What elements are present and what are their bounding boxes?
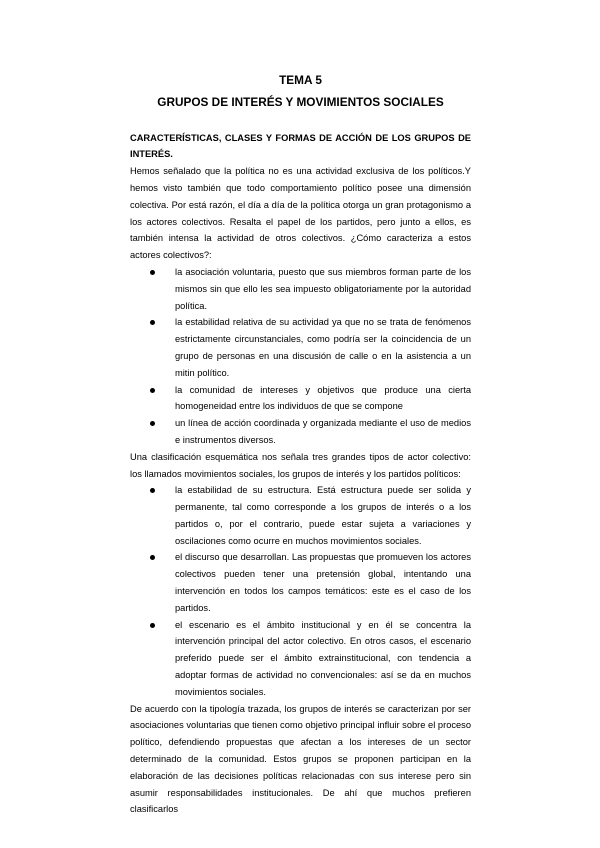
list-item: un línea de acción coordinada y organizada mediante el uso de medios e instrumentos diversos. <box>175 415 471 449</box>
interest-groups-paragraph: De acuerdo con la tipología trazada, los grupos de interés se caracterizan por ser asociaciones voluntarias que tienen como objetivo principal influir sobre el proceso político, defendiendo propuestas que afectan a los intereses de un sector determinado de la comunidad. Estos grupos se proponen participan en la elaboración de las decisiones políticas relacionadas con sus interese pero sin asumir responsabilidades institucionales. De ahí que muchos prefieren clasificarlos <box>130 703 471 815</box>
list-item: el escenario es el ámbito institucional y en él se concentra la intervención principal del actor colectivo. En otros casos, el escenario preferido puede ser el ámbito extrainstitucional, con tendencia a adoptar formas de actividad no convencionales: así se da en muchos movimientos sociales. <box>175 617 471 701</box>
list-item: la estabilidad de su estructura. Está estructura puede ser solida y permanente, tal como corresponde a los grupos de interés o a los partidos o, por el contrario, puede estar sujeta a variaciones y oscilaciones como ocurre en muchos movimientos sociales. <box>175 482 471 549</box>
document-body <box>130 72 471 819</box>
document-title: TEMA 5 <box>279 72 322 87</box>
classification-paragraph: Una clasificación esquemática nos señala tres grandes tipos de actor colectivo: los llamados movimientos sociales, los grupos de interés y los partidos políticos: <box>130 451 471 479</box>
section-heading: CARACTERÍSTICAS, CLASES Y FORMAS DE ACCIÓN DE LOS GRUPOS DE INTERÉS. <box>130 132 471 160</box>
document-subtitle: GRUPOS DE INTERÉS Y MOVIMIENTOS SOCIALES <box>157 94 444 109</box>
classification-criteria-list <box>130 482 471 700</box>
list-item: la comunidad de intereses y objetivos que produce una cierta homogeneidad entre los individuos de que se compone <box>175 382 471 416</box>
characteristics-list <box>130 264 471 449</box>
list-item: la asociación voluntaria, puesto que sus miembros forman parte de los mismos sin que ello les sea impuesto obligatoriamente por la autoridad política. <box>175 264 471 314</box>
list-item: el discurso que desarrollan. Las propuestas que promueven los actores colectivos pueden tener una pretensión global, intentando una intervención en todos los campos temáticos: este es el caso de los partidos. <box>175 549 471 616</box>
intro-paragraph: Hemos señalado que la política no es una actividad exclusiva de los políticos.Y hemos visto también que todo comportamiento político posee una dimensión colectiva. Por está razón, el día a día de la política otorga un gran protagonismo a los actores colectivos. Resalta el papel de los partidos, pero junto a ellos, es también intensa la actividad de otros colectivos. ¿Cómo caracteriza a estos actores colectivos?: <box>130 166 471 261</box>
list-item: la estabilidad relativa de su actividad ya que no se trata de fenómenos estrictamente circunstanciales, como podría ser la coincidencia de un grupo de personas en una discusión de calle o en la asistencia a un mitin político. <box>175 314 471 381</box>
